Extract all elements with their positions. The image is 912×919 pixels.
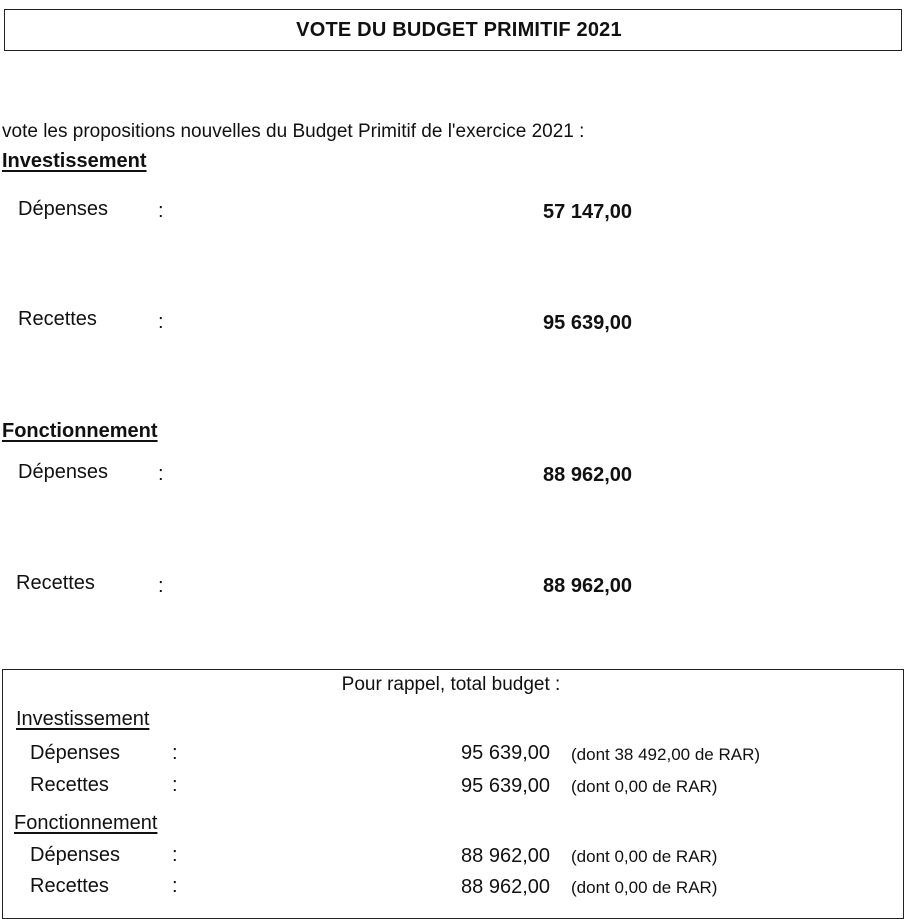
recap-inv-recettes-note: (dont 0,00 de RAR): [571, 777, 718, 796]
fct-depenses-value: 88 962,00: [543, 464, 632, 486]
recap-fct-recettes-note: (dont 0,00 de RAR): [571, 878, 718, 897]
recap-fct-depenses-label: Dépenses: [30, 844, 121, 866]
recap-title: Pour rappel, total budget :: [341, 674, 561, 695]
recap-inv-recettes-value: 95 639,00: [461, 775, 550, 797]
recap-fct-recettes-label: Recettes: [30, 875, 109, 897]
section-heading-fonctionnement: Fonctionnement: [2, 420, 158, 442]
fct-recettes-label: Recettes: [16, 572, 95, 594]
recap-fct-recettes-value: 88 962,00: [461, 876, 550, 898]
section-heading-investissement: Investissement: [2, 150, 147, 172]
page-title: VOTE DU BUDGET PRIMITIF 2021: [296, 18, 622, 41]
recap-inv-recettes-colon: :: [172, 774, 178, 796]
intro-text: vote les propositions nouvelles du Budget Primitif de l'exercice 2021 :: [2, 121, 585, 142]
fct-recettes-value: 88 962,00: [543, 575, 632, 597]
recap-fct-depenses-note: (dont 0,00 de RAR): [571, 847, 718, 866]
inv-recettes-colon: :: [158, 311, 164, 333]
recap-inv-depenses-label: Dépenses: [30, 742, 121, 764]
fct-depenses-colon: :: [158, 463, 164, 485]
title-box: [4, 9, 902, 51]
recap-inv-recettes-label: Recettes: [30, 774, 109, 796]
inv-depenses-colon: :: [158, 200, 164, 222]
inv-depenses-label: Dépenses: [18, 198, 109, 220]
recap-fct-depenses-value: 88 962,00: [461, 845, 550, 867]
inv-recettes-label: Recettes: [18, 308, 97, 330]
recap-fct-depenses-colon: :: [172, 844, 178, 866]
fct-recettes-colon: :: [158, 575, 164, 597]
recap-inv-depenses-note: (dont 38 492,00 de RAR): [571, 745, 761, 764]
recap-inv-depenses-value: 95 639,00: [461, 742, 550, 764]
recap-heading-investissement: Investissement: [16, 708, 150, 730]
recap-heading-fonctionnement: Fonctionnement: [14, 812, 158, 834]
inv-recettes-value: 95 639,00: [543, 312, 632, 334]
recap-fct-recettes-colon: :: [172, 875, 178, 897]
recap-inv-depenses-colon: :: [172, 742, 178, 764]
inv-depenses-value: 57 147,00: [543, 201, 632, 223]
fct-depenses-label: Dépenses: [18, 461, 109, 483]
